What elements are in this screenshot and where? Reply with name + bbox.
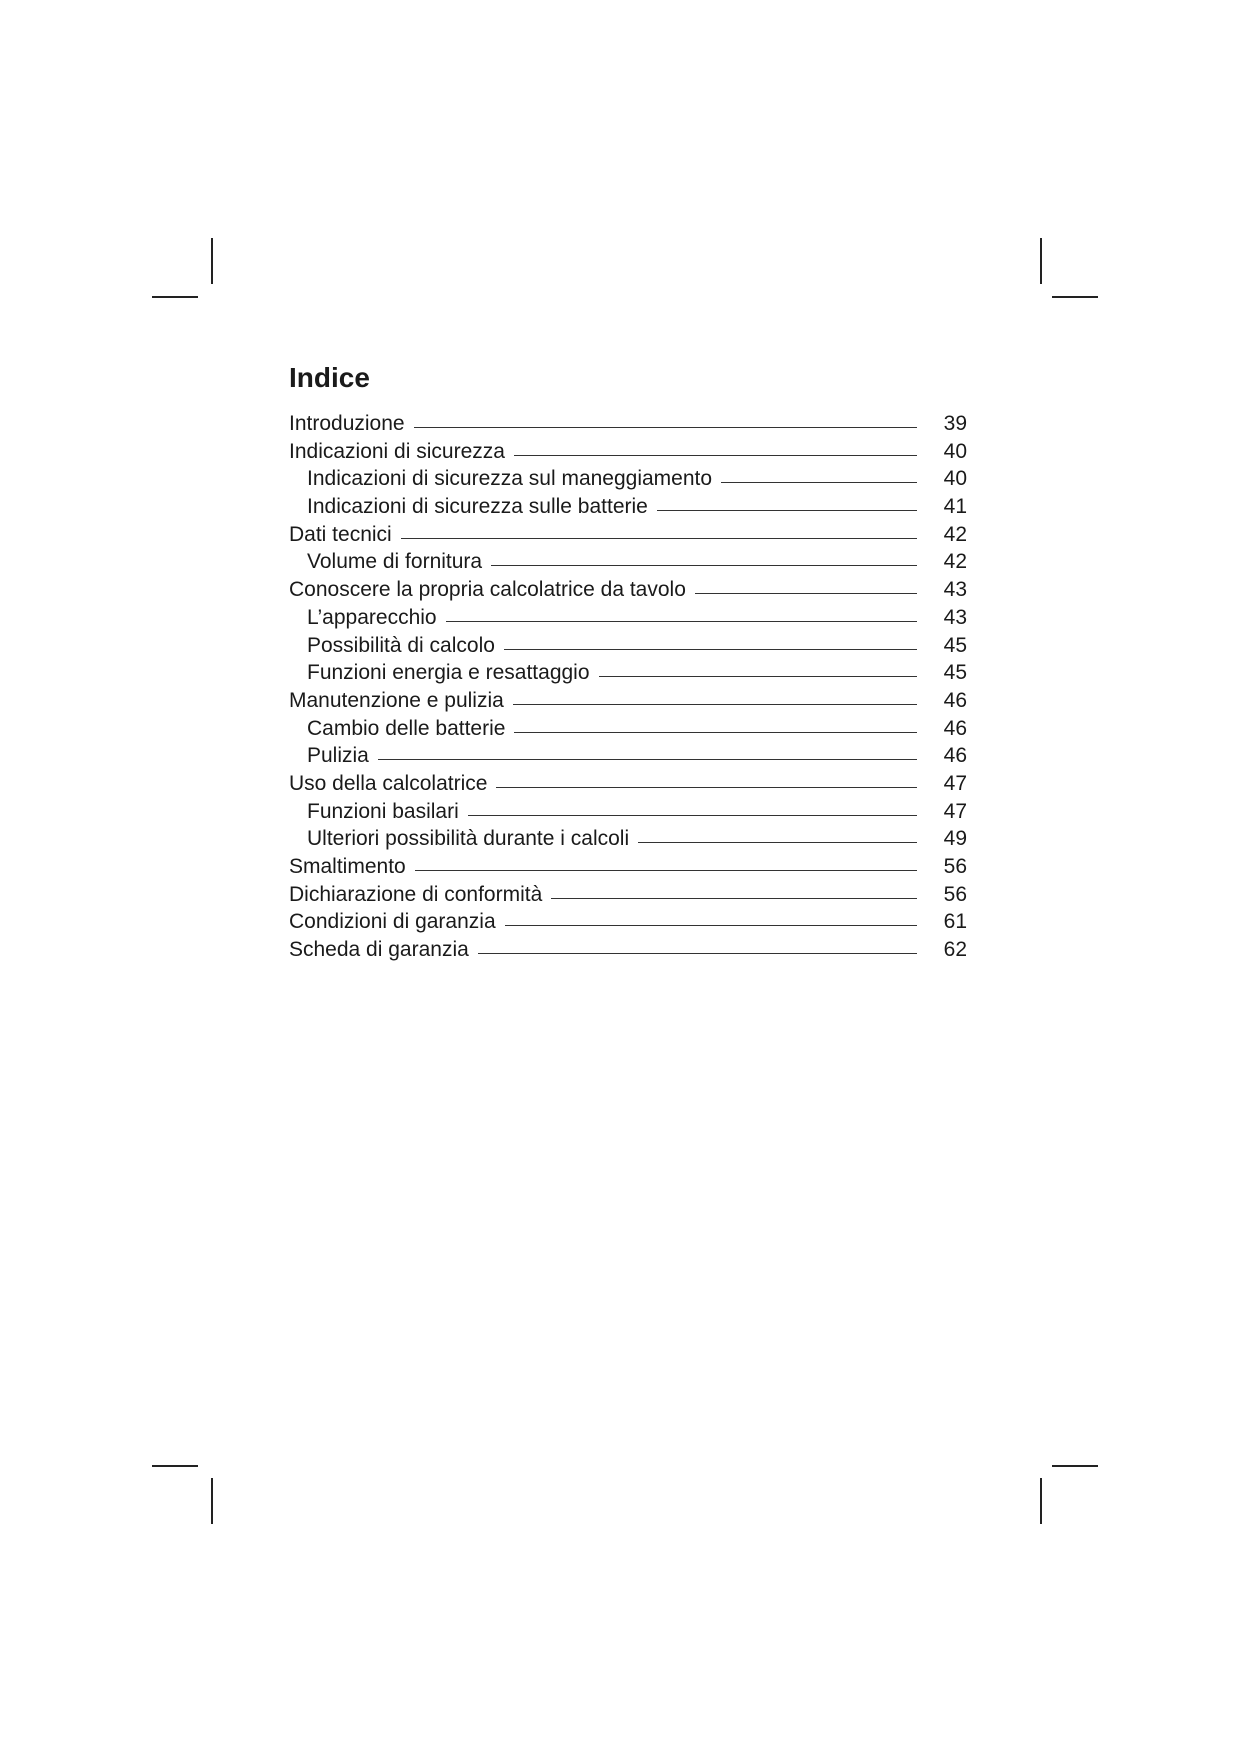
toc-leader-line [378, 759, 917, 760]
toc-leader-line [468, 815, 917, 816]
toc-leader-line [514, 732, 917, 733]
toc-entry-page-number: 40 [943, 439, 967, 463]
toc-entry[interactable] [289, 883, 967, 911]
toc-entry-page-number: 56 [943, 855, 967, 878]
crop-mark-top-right-vertical [1040, 238, 1042, 284]
toc-entry-label: Condizioni di garanzia [289, 910, 496, 934]
toc-leader-line [638, 842, 917, 843]
toc-entry-page-number: 41 [943, 495, 967, 519]
crop-mark-bottom-left-horizontal [152, 1465, 198, 1467]
toc-entry[interactable] [289, 827, 967, 855]
toc-entry-label: Uso della calcolatrice [289, 771, 488, 795]
toc-entry[interactable] [289, 717, 967, 745]
toc-entry[interactable] [289, 578, 967, 606]
toc-entry-page-number: 61 [943, 910, 967, 934]
toc-leader-line [599, 676, 917, 677]
toc-list [289, 412, 967, 966]
toc-entry-label: Indicazioni di sicurezza sul maneggiamento [307, 467, 713, 491]
toc-entry-page-number: 42 [943, 550, 967, 574]
toc-entry-label: Introduzione [289, 412, 405, 435]
toc-entry[interactable] [289, 495, 967, 523]
toc-entry-page-number: 56 [943, 882, 967, 906]
toc-entry-label: Conoscere la propria calcolatrice da tavolo [289, 578, 686, 602]
toc-entry-label: Dati tecnici [289, 522, 392, 546]
toc-entry[interactable] [289, 938, 967, 966]
toc-entry[interactable] [289, 523, 967, 551]
toc-entry-page-number: 47 [943, 771, 967, 795]
toc-leader-line [721, 482, 917, 483]
toc-entry-page-number: 39 [943, 412, 967, 435]
toc-entry-page-number: 46 [943, 744, 967, 768]
toc-entry[interactable] [289, 467, 967, 495]
crop-mark-top-left-vertical [211, 238, 213, 284]
toc-leader-line [446, 621, 917, 622]
crop-mark-top-right-horizontal [1052, 296, 1098, 298]
crop-mark-bottom-left-vertical [211, 1478, 213, 1524]
toc-entry[interactable] [289, 440, 967, 468]
toc-entry-page-number: 42 [943, 522, 967, 546]
toc-entry-label: Ulteriori possibilità durante i calcoli [307, 827, 630, 851]
toc-leader-line [514, 455, 917, 456]
toc-entry[interactable] [289, 772, 967, 800]
toc-entry-page-number: 40 [943, 467, 967, 491]
toc-entry[interactable] [289, 606, 967, 634]
toc-entry-label: Indicazioni di sicurezza [289, 439, 505, 463]
toc-entry-label: Scheda di garanzia [289, 938, 469, 962]
toc-leader-line [505, 925, 917, 926]
toc-entry-label: Dichiarazione di conformità [289, 882, 543, 906]
toc-leader-line [414, 427, 917, 428]
toc-entry[interactable] [289, 744, 967, 772]
toc-entry-label: Funzioni energia e resattaggio [307, 661, 590, 685]
page-title: Indice [289, 362, 370, 393]
toc-entry-label: Cambio delle batterie [307, 716, 506, 740]
toc-entry[interactable] [289, 689, 967, 717]
toc-entry-label: Manutenzione e pulizia [289, 688, 504, 712]
toc-entry-label: Funzioni basilari [307, 799, 459, 823]
toc-entry-label: Pulizia [307, 744, 369, 768]
toc-entry-page-number: 47 [943, 799, 967, 823]
toc-entry[interactable] [289, 800, 967, 828]
crop-mark-bottom-right-vertical [1040, 1478, 1042, 1524]
toc-entry-page-number: 62 [943, 938, 967, 962]
toc-entry-page-number: 43 [943, 605, 967, 629]
toc-entry[interactable] [289, 550, 967, 578]
toc-leader-line [415, 870, 917, 871]
toc-entry-label: Volume di fornitura [307, 550, 483, 574]
toc-entry-page-number: 49 [943, 827, 967, 851]
toc-leader-line [504, 649, 917, 650]
toc-leader-line [551, 898, 917, 899]
toc-entry-page-number: 45 [943, 633, 967, 657]
toc-entry-label: L’apparecchio [307, 605, 437, 629]
toc-leader-line [695, 593, 917, 594]
toc-entry[interactable] [289, 855, 967, 883]
crop-mark-top-left-horizontal [152, 296, 198, 298]
toc-leader-line [513, 704, 917, 705]
toc-entry-page-number: 46 [943, 716, 967, 740]
toc-leader-line [491, 565, 917, 566]
toc-entry-page-number: 45 [943, 661, 967, 685]
toc-leader-line [401, 538, 917, 539]
toc-entry[interactable] [289, 412, 967, 440]
toc-leader-line [496, 787, 917, 788]
toc-leader-line [478, 953, 917, 954]
crop-mark-bottom-right-horizontal [1052, 1465, 1098, 1467]
toc-leader-line [657, 510, 917, 511]
toc-entry[interactable] [289, 661, 967, 689]
toc-entry-page-number: 43 [943, 578, 967, 602]
table-of-contents [289, 360, 967, 966]
toc-entry-label: Possibilità di calcolo [307, 633, 495, 657]
toc-entry[interactable] [289, 634, 967, 662]
toc-entry-label: Smaltimento [289, 855, 406, 878]
toc-entry-label: Indicazioni di sicurezza sulle batterie [307, 495, 648, 519]
toc-entry-page-number: 46 [943, 688, 967, 712]
toc-entry[interactable] [289, 910, 967, 938]
